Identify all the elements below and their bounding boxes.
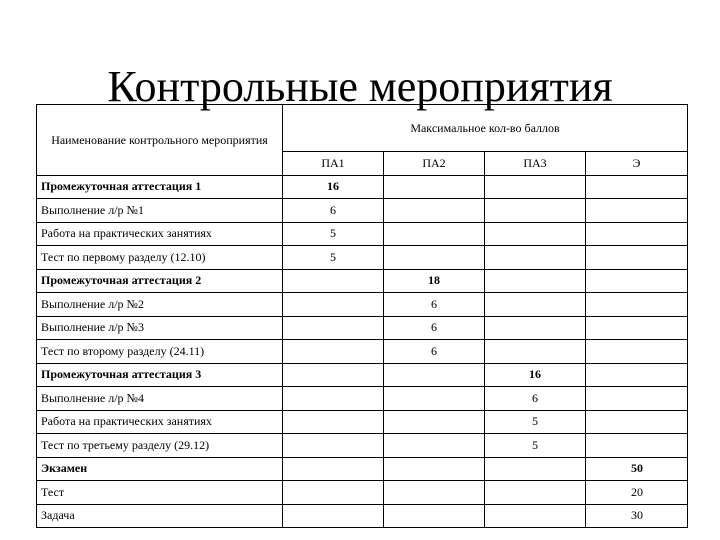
table-row [37,246,688,270]
points-cell [586,199,688,223]
activity-label: Работа на практических занятиях [37,222,283,246]
points-cell [384,410,485,434]
table-row [37,222,688,246]
column-header: ПА3 [485,152,586,176]
points-cell [283,410,384,434]
table-group-row [37,269,688,293]
points-cell: 6 [384,293,485,317]
column-header: ПА2 [384,152,485,176]
points-cell [485,269,586,293]
table-group-row [37,363,688,387]
activity-label: Выполнение л/р №4 [37,387,283,411]
points-cell [283,316,384,340]
points-cell [283,340,384,364]
points-cell: 20 [586,481,688,505]
activity-label: Выполнение л/р №1 [37,199,283,223]
points-cell [485,175,586,199]
activity-label: Тест по первому разделу (12.10) [37,246,283,270]
points-cell [283,504,384,528]
table-row [37,199,688,223]
points-cell: 5 [283,246,384,270]
table-group-row [37,457,688,481]
activity-label: Тест по третьему разделу (29.12) [37,434,283,458]
activity-label: Задача [37,504,283,528]
points-cell [283,269,384,293]
activity-label: Тест по второму разделу (24.11) [37,340,283,364]
table-row [37,293,688,317]
points-cell [384,246,485,270]
points-cell: 5 [485,434,586,458]
points-cell: 16 [283,175,384,199]
activity-label: Выполнение л/р №2 [37,293,283,317]
points-cell: 6 [485,387,586,411]
points-cell [485,316,586,340]
max-points-header: Максимальное кол-во баллов [283,105,688,152]
points-cell [586,410,688,434]
activity-label: Тест [37,481,283,505]
activity-name-header: Наименование контрольного мероприятия [37,105,283,176]
points-cell [384,387,485,411]
table-row [37,504,688,528]
column-header: ПА1 [283,152,384,176]
points-cell [586,434,688,458]
points-cell [586,269,688,293]
points-cell [485,481,586,505]
points-cell [283,363,384,387]
table-row [37,316,688,340]
points-cell [384,199,485,223]
table-row [37,340,688,364]
points-cell [586,340,688,364]
points-cell [384,222,485,246]
points-cell: 6 [384,316,485,340]
points-cell [384,481,485,505]
points-cell [485,246,586,270]
activity-label: Работа на практических занятиях [37,410,283,434]
activity-label: Промежуточная аттестация 1 [37,175,283,199]
points-cell [586,246,688,270]
points-cell [485,293,586,317]
control-activities-table [36,104,688,528]
points-cell [586,363,688,387]
points-cell: 30 [586,504,688,528]
column-header: Э [586,152,688,176]
points-cell: 6 [283,199,384,223]
points-cell [283,434,384,458]
points-cell [485,504,586,528]
points-cell [586,222,688,246]
points-cell [485,340,586,364]
table-row [37,434,688,458]
points-cell [384,175,485,199]
points-cell: 16 [485,363,586,387]
points-cell [586,293,688,317]
points-cell [283,387,384,411]
points-cell [384,504,485,528]
activity-label: Выполнение л/р №3 [37,316,283,340]
points-cell [384,363,485,387]
activity-label: Промежуточная аттестация 3 [37,363,283,387]
points-cell [586,175,688,199]
activity-label: Экзамен [37,457,283,481]
points-cell [485,222,586,246]
points-cell [485,457,586,481]
points-cell [384,434,485,458]
points-cell [283,481,384,505]
points-cell [586,316,688,340]
points-cell [283,457,384,481]
table-group-row [37,175,688,199]
points-cell [586,387,688,411]
points-cell [283,293,384,317]
points-cell [384,457,485,481]
points-cell: 6 [384,340,485,364]
points-cell [485,199,586,223]
points-cell: 5 [283,222,384,246]
table-row [37,481,688,505]
points-cell: 18 [384,269,485,293]
table-row [37,387,688,411]
table-row [37,410,688,434]
page-title: Контрольные мероприятия [107,62,613,112]
points-cell: 5 [485,410,586,434]
points-cell: 50 [586,457,688,481]
activity-label: Промежуточная аттестация 2 [37,269,283,293]
